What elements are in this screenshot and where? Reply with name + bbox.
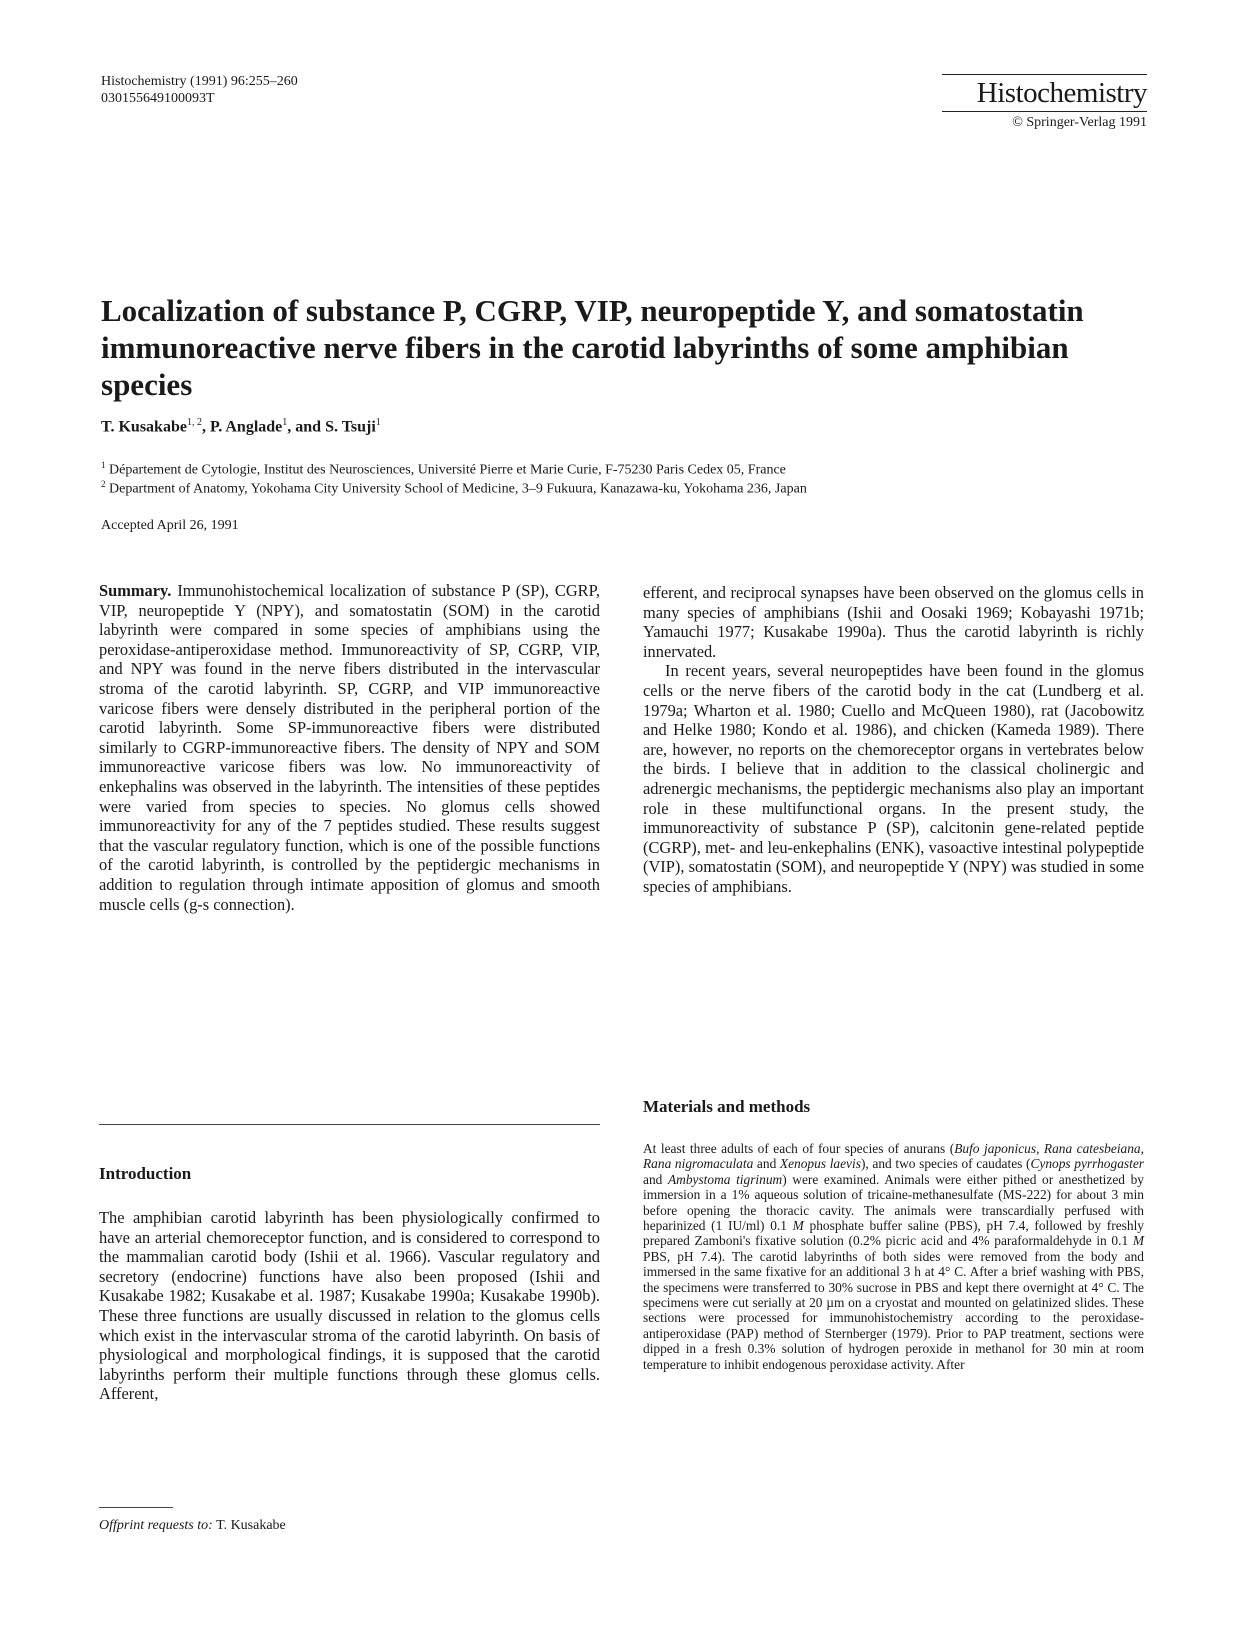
- journal-citation: Histochemistry (1991) 96:255–260: [101, 74, 298, 89]
- methods-text: At least three adults of each of four species of anurans (: [643, 1141, 955, 1156]
- affiliation: [101, 475, 1161, 499]
- methods-text: PBS, pH 7.4). The carotid labyrinths of both sides were removed from the body and immersed in the same fixative for an additional 3 h at 4° C. After a brief washing with PBS, the specimens were transferred to 30% sucrose in PBS and kept there overnight at 4° C. The specimens were cut serially at 20 µm on a cryostat and mounted on gelatinized slides. These sections were processed for immunohistochemistry according to the peroxidase-antiperoxidase (PAP) method of Sternberger (1979). Prior to PAP treatment, sections were dipped in a fresh 0.3% solution of hydrogen peroxide in methanol for 30 min at room temperature to inhibit endogenous peroxidase activity. After: [643, 1248, 1144, 1372]
- footnote-name: T. Kusakabe: [216, 1518, 286, 1533]
- affiliation-number: 2: [101, 479, 106, 489]
- right-column-body: [643, 583, 1144, 897]
- species-name: Ambystoma tigrinum: [667, 1171, 783, 1187]
- summary: [99, 581, 600, 914]
- species-name: Xenopus laevis: [779, 1156, 861, 1172]
- methods-body: [643, 1141, 1144, 1372]
- author-name: T. Kusakabe: [101, 418, 187, 436]
- article-code: 030155649100093T: [101, 91, 215, 106]
- author-affiliation-marker: 1, 2: [186, 417, 202, 428]
- masthead-rule-mid: [942, 111, 1147, 112]
- species-name: Rana catesbeiana: [1043, 1141, 1141, 1156]
- citation-block: [101, 73, 298, 107]
- methods-text: and: [753, 1156, 780, 1172]
- author-separator: ,: [201, 418, 210, 436]
- masthead-rule-top: [942, 74, 1147, 75]
- journal-name: Histochemistry: [976, 77, 1147, 109]
- author-name: S. Tsuji: [325, 418, 376, 436]
- methods-text: ,: [1036, 1141, 1044, 1156]
- introduction-body: [99, 1208, 600, 1404]
- footnote: [99, 1518, 286, 1534]
- body-paragraph: In recent years, several neuropeptides have been found in the glomus cells or the nerve fibers of the carotid body in the cat (Lundberg et al. 1979a; Wharton et al. 1980; Cuello and McQueen 1980), rat (Jacobowitz and Helke 1980; Kondo et al. 1986), and chicken (Kameda 1989). There are, however, no reports on the chemoreceptor organs in vertebrates below the birds. I believe that in addition to the classical cholinergic and adrenergic mechanisms, the peptidergic mechanisms also play an important role in these multifunctional organs. In the present study, the immunoreactivity of substance P (SP), calcitonin gene-related peptide (CGRP), met- and leu-enkephalins (ENK), vasoactive intestinal polypeptide (VIP), somatostatin (SOM), and neuropeptide Y (NPY) was studied in some species of amphibians.: [643, 661, 1144, 896]
- affiliation-text: Département de Cytologie, Institut des Neurosciences, Université Pierre et Marie Curie, F-75230 Paris Cedex 05, France: [109, 462, 786, 478]
- introduction-paragraph: The amphibian carotid labyrinth has been physiologically confirmed to have an arterial chemoreceptor function, and is considered to correspond to the mammalian carotid body (Ishii et al. 1966). Vascular regulatory and secretory (endocrine) functions have also been proposed (Ishii and Kusakabe 1982; Kusakabe et al. 1987; Kusakabe 1990a; Kusakabe 1990b). These three functions are usually discussed in relation to the glomus cells which exist in the intervascular stroma of the carotid labyrinth. On basis of physiological and morphological findings, it is supposed that the carotid labyrinths perform their multiple functions through these glomus cells. Afferent,: [99, 1208, 600, 1404]
- body-paragraph: efferent, and reciprocal synapses have been observed on the glomus cells in many species of amphibians (Ishii and Oosaki 1969; Kobayashi 1971b; Yamauchi 1977; Kusakabe 1990a). Thus the carotid labyrinth is richly innervated.: [643, 583, 1144, 661]
- methods-paragraph: [643, 1141, 1144, 1372]
- species-name: Cynops pyrrhogaster: [1030, 1156, 1144, 1172]
- author-separator: , and: [287, 418, 326, 436]
- author-name: P. Anglade: [209, 418, 283, 436]
- affiliation-text: Department of Anatomy, Yokohama City University School of Medicine, 3–9 Fukuura, Kanazawa-ku, Yokohama 236, Japan: [109, 481, 807, 497]
- footnote-label: Offprint requests to:: [99, 1518, 213, 1533]
- molar-unit: M: [1132, 1233, 1144, 1249]
- summary-label: Summary.: [99, 581, 172, 600]
- journal-masthead: [942, 74, 1147, 132]
- species-name: Rana nigromaculata: [643, 1156, 754, 1172]
- summary-divider: [99, 1124, 600, 1125]
- affiliation-number: 1: [101, 460, 106, 470]
- methods-text: ), and two species of caudates (: [860, 1156, 1031, 1172]
- molar-unit: M: [792, 1218, 804, 1234]
- author-affiliation-marker: 1: [375, 417, 381, 428]
- methods-heading: Materials and methods: [643, 1097, 811, 1116]
- species-name: Bufo japonicus: [954, 1141, 1037, 1156]
- author-affiliation-marker: 1: [282, 417, 288, 428]
- accepted-date: Accepted April 26, 1991: [101, 518, 239, 533]
- author-list: [101, 417, 381, 436]
- methods-text: phosphate buffer saline (PBS), pH 7.4, followed by freshly prepared Zamboni's fixative solution (0.2% picric acid and 4% paraformaldehyde in 0.1: [643, 1218, 1144, 1249]
- methods-text: and: [643, 1171, 668, 1187]
- methods-text: ) were examined. Animals were either pithed or anesthetized by immersion in a 1% aqueous solution of tricaine-methanesulfate (MS-222) for about 3 min before opening the thoracic cavity. The animals were transcardially perfused with heparinized (1 IU/ml) 0.1: [643, 1171, 1144, 1234]
- footnote-rule: [99, 1507, 173, 1508]
- summary-text: Immunohistochemical localization of substance P (SP), CGRP, VIP, neuropeptide Y (NPY), and somatostatin (SOM) in the carotid labyrinth were compared in some species of amphibians using the peroxidase-antiperoxidase method. Immunoreactivity of SP, CGRP, VIP, and NPY was found in the nerve fibers distributed in the intervascular stroma of the carotid labyrinth. SP, CGRP, and VIP immunoreactive varicose fibers were densely distributed in the peripheral portion of the carotid labyrinth. Some SP-immunoreactive fibers were distributed similarly to CGRP-immunoreactive fibers. The density of NPY and SOM immunoreactive varicose fibers was low. No immunoreactivity of enkephalins was observed in the labyrinth. The intensities of these peptides were varied from species to species. No glomus cells showed immunoreactivity for any of the 7 peptides studied. These results suggest that the vascular regulatory function, which is one of the possible functions of the carotid labyrinth, is controlled by the peptidergic mechanisms in addition to regulation through intimate apposition of glomus and smooth muscle cells (g-s connection).: [99, 581, 600, 914]
- copyright: © Springer-Verlag 1991: [1012, 115, 1147, 130]
- article-title: Localization of substance P, CGRP, VIP, neuropeptide Y, and somatostatin immunoreactive nerve fibers in the carotid labyrinths of some amphibian species: [101, 293, 1084, 402]
- introduction-heading: Introduction: [99, 1164, 192, 1183]
- methods-text: ,: [1140, 1141, 1144, 1156]
